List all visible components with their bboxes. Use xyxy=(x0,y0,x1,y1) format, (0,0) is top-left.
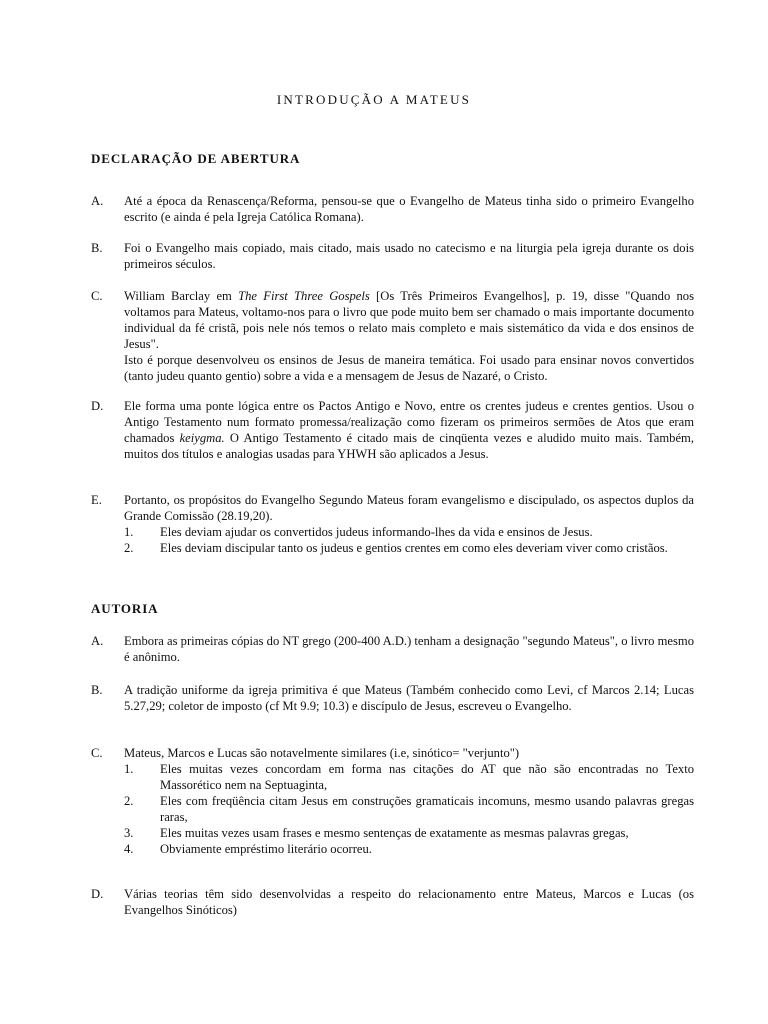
subitem xyxy=(124,793,694,825)
subitem xyxy=(124,841,694,857)
paragraph-marker: A. xyxy=(91,194,104,208)
paragraph-d xyxy=(91,886,694,918)
subitem-text: Obviamente empréstimo literário ocorreu. xyxy=(160,842,372,856)
paragraph-text xyxy=(124,288,694,352)
text-run: O Antigo Testamento é citado mais de cinqüenta vezes e aludido muito mais. Também, muitos dos títulos e analogias usadas para YHWH são aplicados a Jesus. xyxy=(124,431,694,461)
paragraph-b xyxy=(91,240,694,272)
section-heading-opening: DECLARAÇÃO DE ABERTURA xyxy=(91,151,301,166)
subitem-text: Eles muitas vezes concordam em forma nas citações do AT que não são encontradas no Texto Massorético nem na Septuaginta, xyxy=(160,762,694,792)
section-heading-authorship: AUTORIA xyxy=(91,601,159,616)
paragraph-text: Foi o Evangelho mais copiado, mais citado, mais usado no catecismo e na liturgia pela igreja durante os dois primeiros séculos. xyxy=(124,241,694,271)
paragraph-marker: B. xyxy=(91,683,103,697)
subitem-number: 2. xyxy=(124,541,134,555)
paragraph-marker: D. xyxy=(91,399,104,413)
text-run: Ele forma uma ponte lógica entre os Pactos Antigo e Novo, entre os crentes judeus e crentes gentios. Usou o Antigo Testamento num formato promessa/realização como fizeram os primeiros sermões de Atos que eram chamados xyxy=(124,399,694,445)
subitem xyxy=(124,540,694,556)
text-run: William Barclay em xyxy=(124,289,239,303)
subitem-number: 4. xyxy=(124,842,134,856)
paragraph-c xyxy=(91,288,694,384)
paragraph-text xyxy=(124,398,694,462)
subitem-text: Eles muitas vezes usam frases e mesmo sentenças de exatamente as mesmas palavras gregas, xyxy=(160,826,629,840)
paragraph-marker: E. xyxy=(91,493,102,507)
subitem-text: Eles deviam discipular tanto os judeus e gentios crentes em como eles deveriam viver como cristãos. xyxy=(160,541,668,555)
paragraph-marker: B. xyxy=(91,241,103,255)
paragraph-e xyxy=(91,492,694,556)
paragraph-text: A tradição uniforme da igreja primitiva é que Mateus (Também conhecido como Levi, cf Marcos 2.14; Lucas 5.27,29; coletor de imposto (cf Mt 9.9; 10.3) e discípulo de Jesus, escreveu o Evangelho. xyxy=(124,683,694,713)
paragraph-b xyxy=(91,682,694,714)
book-title: The First Three Gospels xyxy=(238,289,370,303)
subitem xyxy=(124,761,694,793)
subitem-text: Eles deviam ajudar os convertidos judeus informando-lhes da vida e ensinos de Jesus. xyxy=(160,525,593,539)
subitem-text: Eles com freqüência citam Jesus em construções gramaticais incomuns, mesmo usando palavras gregas raras, xyxy=(160,794,694,824)
paragraph-text: Várias teorias têm sido desenvolvidas a respeito do relacionamento entre Mateus, Marcos e Lucas (os Evangelhos Sinóticos) xyxy=(124,887,694,917)
page-title: INTRODUÇÃO A MATEUS xyxy=(276,92,472,107)
paragraph-text: Até a época da Renascença/Reforma, pensou-se que o Evangelho de Mateus tinha sido o primeiro Evangelho escrito (e ainda é pela Igreja Católica Romana). xyxy=(124,194,694,224)
paragraph-a xyxy=(91,193,694,225)
subitem-number: 2. xyxy=(124,794,134,808)
paragraph-c xyxy=(91,745,694,857)
paragraph-marker: D. xyxy=(91,887,104,901)
paragraph-text: Mateus, Marcos e Lucas são notavelmente similares (i.e, sinótico= "verjunto") xyxy=(124,746,520,760)
paragraph-continuation: Isto é porque desenvolveu os ensinos de Jesus de maneira temática. Foi usado para ensinar novos convertidos (tanto judeu quanto gentio) sobre a vida e a mensagem de Jesus de Nazaré, o Cristo. xyxy=(124,353,694,383)
subitem xyxy=(124,524,694,540)
paragraph-text: Portanto, os propósitos do Evangelho Segundo Mateus foram evangelismo e discipulado, os aspectos duplos da Grande Comissão (28.19,20). xyxy=(124,493,694,523)
paragraph-text: Embora as primeiras cópias do NT grego (200-400 A.D.) tenham a designação "segundo Mateus", o livro mesmo é anônimo. xyxy=(124,634,694,664)
paragraph-d xyxy=(91,398,694,462)
subitem xyxy=(124,825,694,841)
paragraph-a xyxy=(91,633,694,665)
paragraph-marker: A. xyxy=(91,634,104,648)
paragraph-marker: C. xyxy=(91,289,103,303)
paragraph-marker: C. xyxy=(91,746,103,760)
text-run: [Os Três Primeiros Evangelhos], p. 19, disse "Quando nos voltamos para Mateus, voltamo-nos para o livro que pode muito bem ser chamado o mais importante documento individual da fé cristã, pois nele nós temos o relato mais completo e mais sistemático da vida e dos ensinos de Jesus". xyxy=(124,289,694,351)
greek-term: keiygma. xyxy=(179,431,225,445)
subitem-number: 1. xyxy=(124,525,134,539)
subitem-number: 3. xyxy=(124,826,134,840)
subitem-number: 1. xyxy=(124,762,134,776)
